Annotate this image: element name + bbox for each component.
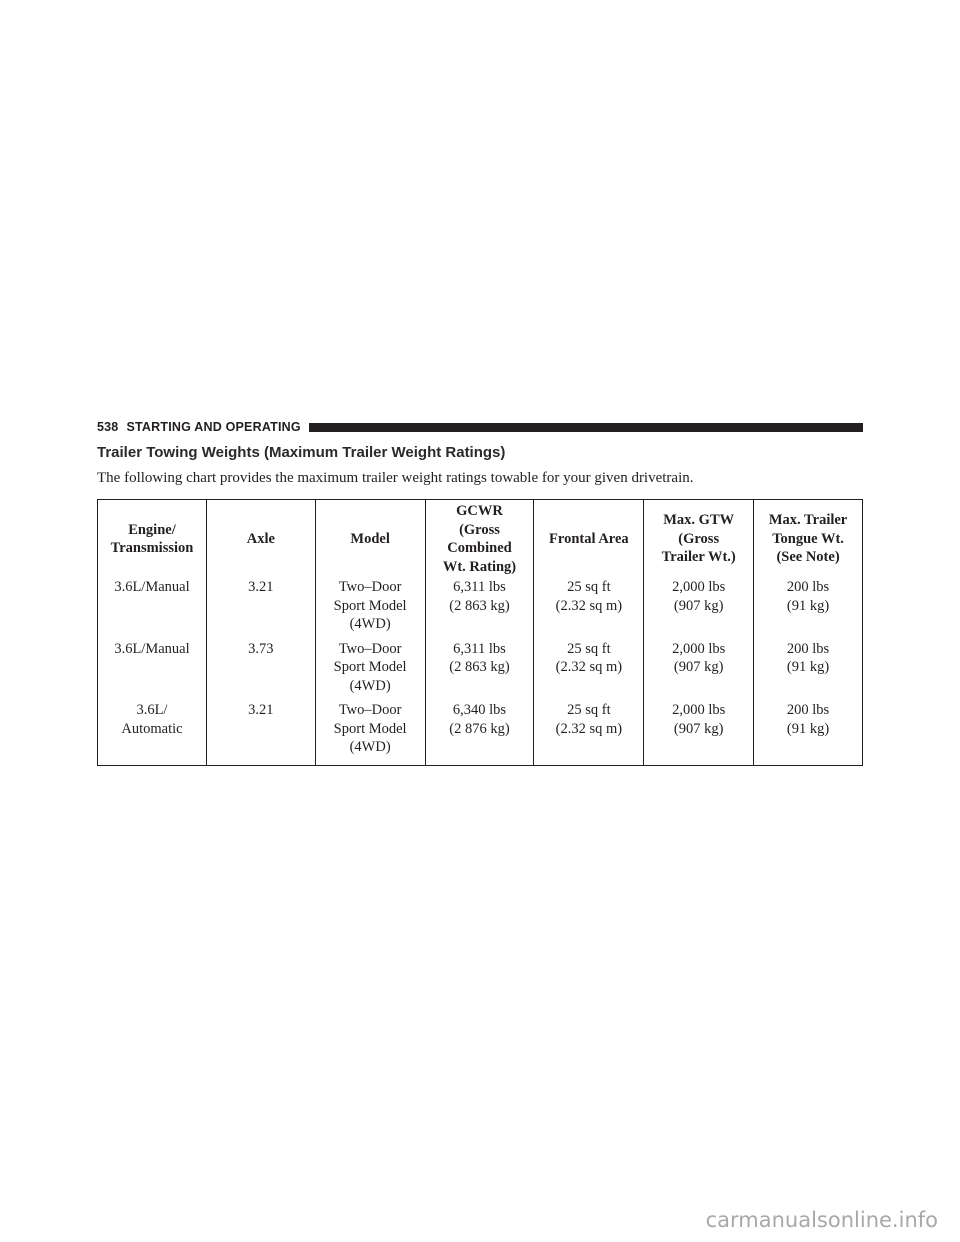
cell-gcwr: 6,311 lbs (2 863 kg): [425, 578, 534, 638]
cell-frontal-area: 25 sq ft (2.32 sq m): [534, 578, 644, 638]
table-row: [98, 638, 863, 700]
cell-max-gtw: 2,000 lbs (907 kg): [644, 699, 754, 765]
table-header-row: [98, 500, 863, 579]
section-title: STARTING AND OPERATING: [126, 420, 301, 434]
header-model: Model: [315, 500, 425, 579]
cell-max-tongue-wt: 200 lbs (91 kg): [754, 578, 863, 638]
header-gcwr: GCWR (Gross Combined Wt. Rating): [425, 500, 534, 579]
cell-model: Two–Door Sport Model (4WD): [315, 638, 425, 700]
watermark-link[interactable]: carmanualsonline.info: [705, 1208, 938, 1232]
cell-max-gtw: 2,000 lbs (907 kg): [644, 578, 754, 638]
cell-axle: 3.21: [206, 699, 315, 765]
table-row: [98, 699, 863, 765]
cell-engine-transmission: 3.6L/Manual: [98, 578, 207, 638]
cell-model: Two–Door Sport Model (4WD): [315, 578, 425, 638]
header-rule: [309, 423, 863, 432]
intro-paragraph: The following chart provides the maximum trailer weight ratings towable for your given drivetrain.: [97, 470, 694, 486]
cell-max-tongue-wt: 200 lbs (91 kg): [754, 638, 863, 700]
cell-gcwr: 6,340 lbs (2 876 kg): [425, 699, 534, 765]
towing-weights-table: [97, 499, 863, 766]
header-max-tongue-wt: Max. Trailer Tongue Wt. (See Note): [754, 500, 863, 579]
cell-engine-transmission: 3.6L/Manual: [98, 638, 207, 700]
cell-engine-transmission: 3.6L/ Automatic: [98, 699, 207, 765]
page-header: [97, 418, 863, 436]
header-axle: Axle: [206, 500, 315, 579]
cell-axle: 3.21: [206, 578, 315, 638]
table-row: [98, 578, 863, 638]
header-engine-transmission: Engine/ Transmission: [98, 500, 207, 579]
cell-gcwr: 6,311 lbs (2 863 kg): [425, 638, 534, 700]
cell-max-tongue-wt: 200 lbs (91 kg): [754, 699, 863, 765]
cell-model: Two–Door Sport Model (4WD): [315, 699, 425, 765]
cell-max-gtw: 2,000 lbs (907 kg): [644, 638, 754, 700]
cell-axle: 3.73: [206, 638, 315, 700]
header-frontal-area: Frontal Area: [534, 500, 644, 579]
page-number: 538: [97, 420, 119, 434]
cell-frontal-area: 25 sq ft (2.32 sq m): [534, 638, 644, 700]
header-max-gtw: Max. GTW (Gross Trailer Wt.): [644, 500, 754, 579]
cell-frontal-area: 25 sq ft (2.32 sq m): [534, 699, 644, 765]
page-title: Trailer Towing Weights (Maximum Trailer Weight Ratings): [97, 444, 506, 461]
